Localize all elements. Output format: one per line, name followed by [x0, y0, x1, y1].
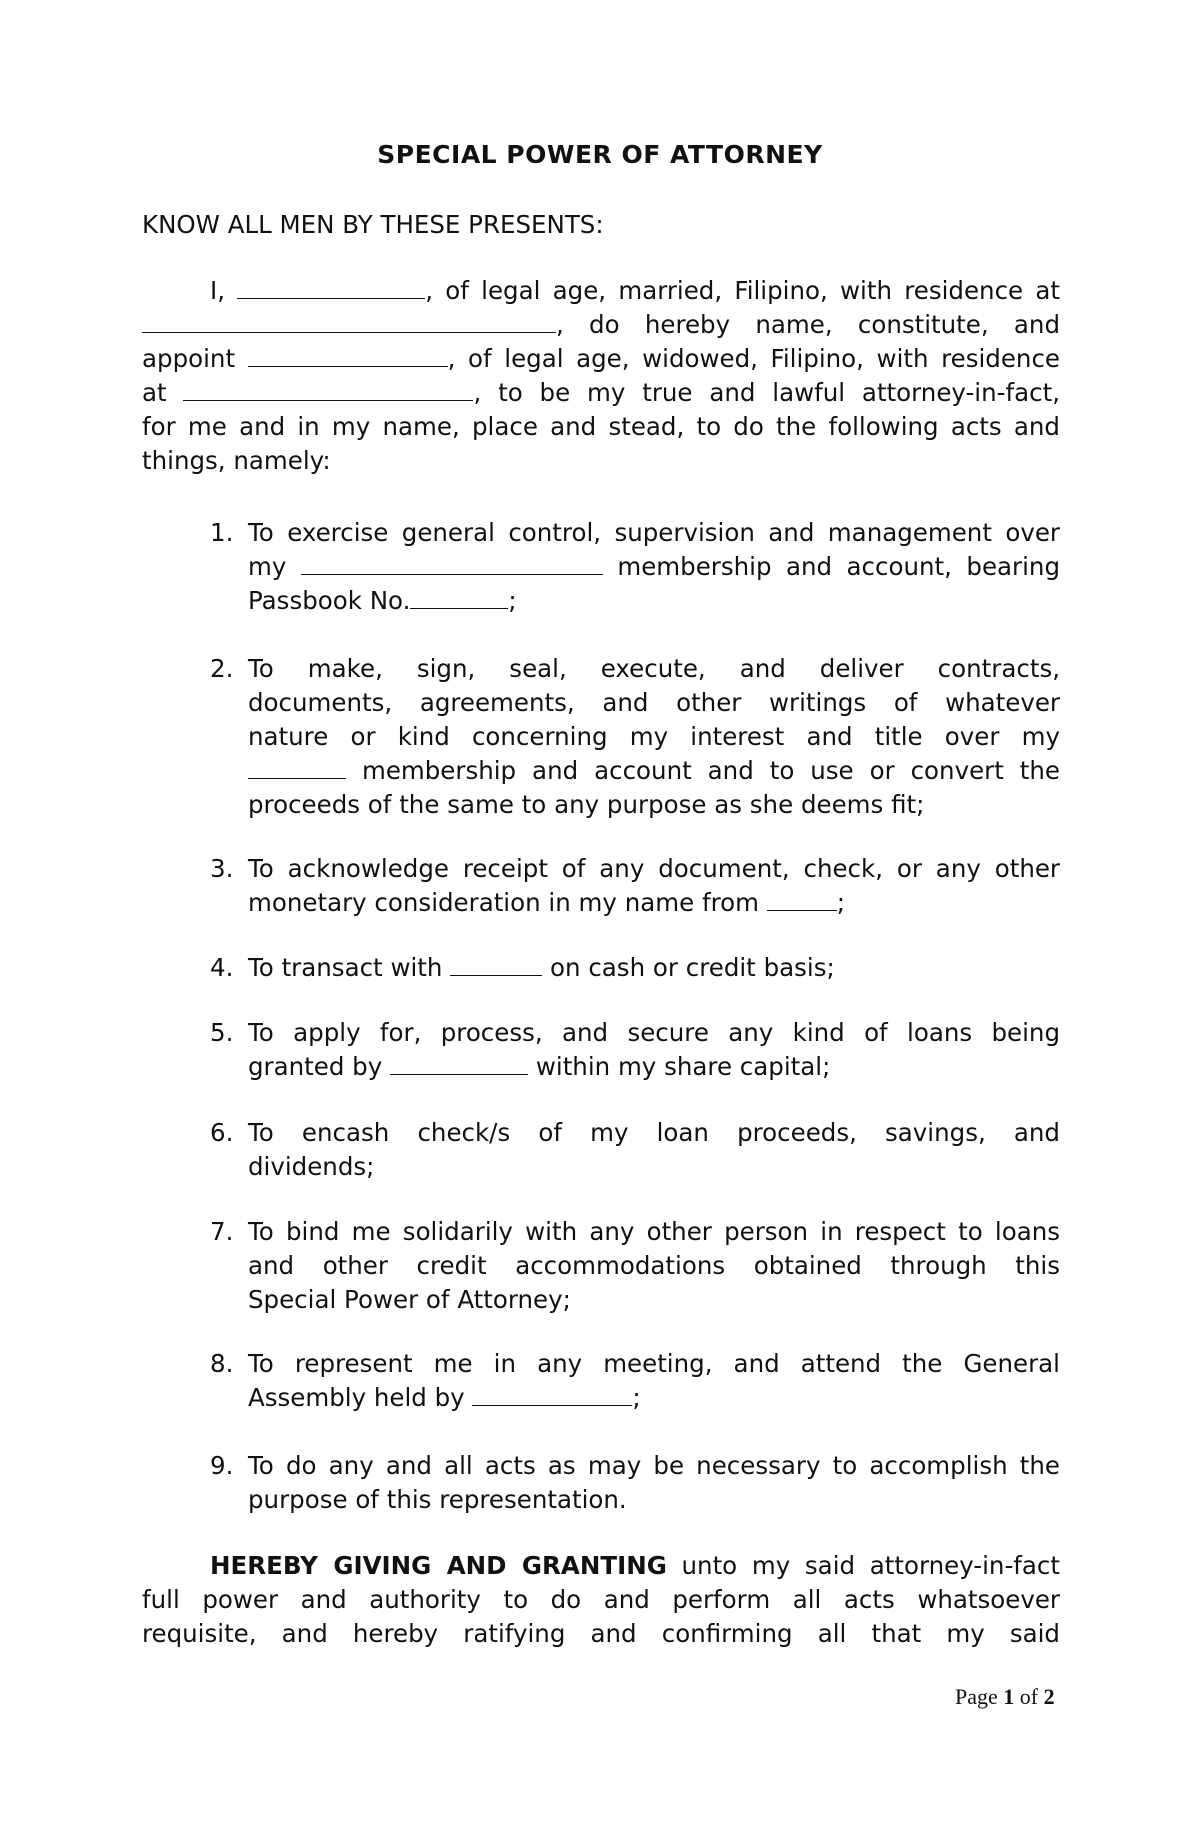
- text: ;: [508, 586, 517, 615]
- text: membership and account and to use or convert the: [361, 756, 1060, 785]
- text: at: [142, 378, 167, 407]
- item8-line1: To represent me in any meeting, and attend the General: [248, 1349, 1060, 1378]
- text: ;: [836, 888, 846, 917]
- item-number: 6.: [210, 1118, 234, 1147]
- item3-line2: [248, 886, 845, 920]
- closing-line2: full power and authority to do and perform all acts whatsoever: [142, 1585, 1060, 1614]
- blank-field: [237, 278, 425, 299]
- text: monetary consideration in my name from: [248, 888, 759, 917]
- item4-line1: [248, 951, 835, 985]
- item-number: 1.: [210, 518, 234, 547]
- text: unto my said attorney-in-fact: [681, 1551, 1060, 1580]
- page-number: 1: [1003, 1684, 1015, 1709]
- blank-field: [183, 380, 473, 401]
- item7-line1: To bind me solidarily with any other person in respect to loans: [248, 1217, 1060, 1246]
- item-number: 3.: [210, 854, 234, 883]
- item1-line2: [248, 550, 1060, 584]
- item8-line2: [248, 1381, 641, 1415]
- blank-field: [767, 890, 837, 911]
- para1-line6: things, namely:: [142, 446, 331, 475]
- text: Assembly held by: [248, 1383, 465, 1412]
- page-footer: [955, 1684, 1055, 1710]
- blank-field: [248, 758, 346, 779]
- text: To transact with: [248, 953, 443, 982]
- text: appoint: [142, 344, 236, 373]
- para1-line5: for me and in my name, place and stead, to do the following acts and: [142, 412, 1060, 441]
- item-number: 4.: [210, 953, 234, 982]
- text: on cash or credit basis;: [550, 953, 835, 982]
- text: I,: [210, 276, 226, 305]
- item6-line2: dividends;: [248, 1152, 375, 1181]
- text: of: [1019, 1684, 1039, 1709]
- document-title: SPECIAL POWER OF ATTORNEY: [377, 140, 823, 169]
- text: granted by: [248, 1052, 383, 1081]
- item-number: 2.: [210, 654, 234, 683]
- item7-line3: Special Power of Attorney;: [248, 1285, 571, 1314]
- para1-line4: [142, 376, 1060, 410]
- item-number: 7.: [210, 1217, 234, 1246]
- blank-field: [248, 346, 448, 367]
- blank-field: [301, 554, 603, 575]
- text: Passbook No.: [248, 586, 411, 615]
- item9-line1: To do any and all acts as may be necessary to accomplish the: [248, 1451, 1060, 1480]
- text: within my share capital;: [535, 1052, 831, 1081]
- item7-line2: and other credit accommodations obtained through this: [248, 1251, 1060, 1280]
- text: , of legal age, widowed, Filipino, with residence: [447, 344, 1060, 373]
- closing-line1: [210, 1549, 1060, 1583]
- text: , to be my true and lawful attorney-in-fact,: [473, 378, 1060, 407]
- text: membership and account, bearing: [617, 552, 1060, 581]
- item1-line1: To exercise general control, supervision and management over: [248, 518, 1060, 547]
- item2-line2: documents, agreements, and other writings of whatever: [248, 688, 1060, 717]
- text: , do hereby name, constitute, and: [556, 310, 1060, 339]
- para1-line2: [142, 308, 1060, 342]
- item2-line3: nature or kind concerning my interest and title over my: [248, 722, 1060, 751]
- item1-line3: [248, 584, 517, 618]
- blank-field: [472, 1385, 632, 1406]
- text: Page: [955, 1684, 998, 1709]
- blank-field: [450, 955, 542, 976]
- item5-line2: [248, 1050, 830, 1084]
- page-total: 2: [1043, 1684, 1055, 1709]
- blank-field: [410, 588, 508, 609]
- item2-line5: proceeds of the same to any purpose as she deems fit;: [248, 790, 925, 819]
- intro-line: KNOW ALL MEN BY THESE PRESENTS:: [142, 210, 604, 239]
- blank-field: [390, 1054, 528, 1075]
- para1-line1: [210, 274, 1060, 308]
- para1-line3: [142, 342, 1060, 376]
- item-number: 5.: [210, 1018, 234, 1047]
- item5-line1: To apply for, process, and secure any kind of loans being: [248, 1018, 1060, 1047]
- text: ;: [632, 1383, 641, 1412]
- item-number: 8.: [210, 1349, 234, 1378]
- closing-line3: requisite, and hereby ratifying and confirming all that my said: [142, 1619, 1060, 1648]
- item2-line4: [248, 754, 1060, 788]
- item2-line1: To make, sign, seal, execute, and deliver contracts,: [248, 654, 1060, 683]
- bold-text: HEREBY GIVING AND GRANTING: [210, 1551, 667, 1580]
- item9-line2: purpose of this representation.: [248, 1485, 627, 1514]
- text: my: [248, 552, 287, 581]
- item6-line1: To encash check/s of my loan proceeds, savings, and: [248, 1118, 1060, 1147]
- text: , of legal age, married, Filipino, with residence at: [425, 276, 1060, 305]
- item-number: 9.: [210, 1451, 234, 1480]
- blank-field: [142, 312, 556, 333]
- item3-line1: To acknowledge receipt of any document, check, or any other: [248, 854, 1060, 883]
